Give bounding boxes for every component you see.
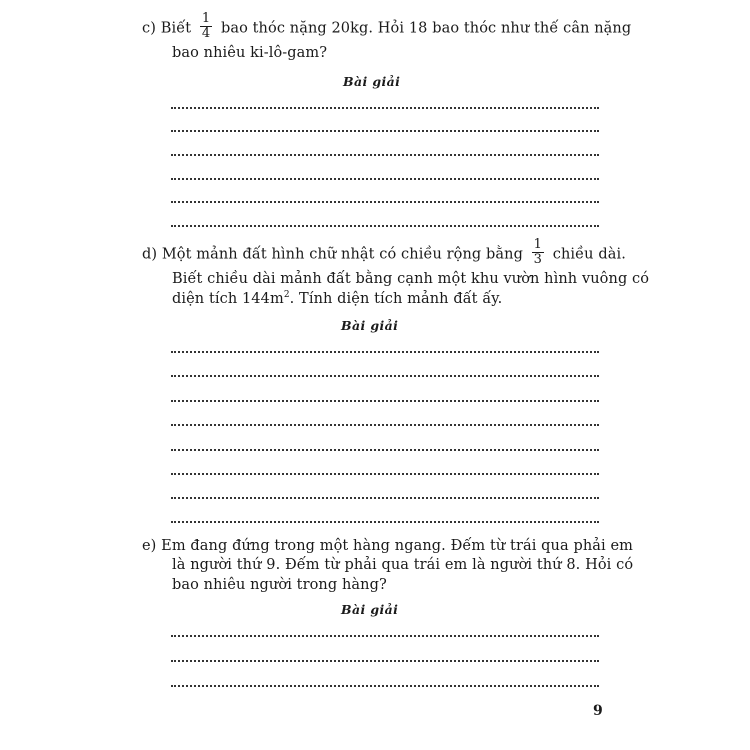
answer-line xyxy=(171,660,599,662)
problem-c-text-after-fraction: bao thóc nặng 20kg. Hỏi 18 bao thóc như thế cân nặng xyxy=(220,20,632,37)
problem-e-line-1 xyxy=(142,537,633,555)
problem-c-fraction-numerator: 1 xyxy=(201,11,211,26)
answer-line xyxy=(171,497,599,499)
problem-c-fraction-denominator: 4 xyxy=(201,26,211,41)
problem-d-text-after-fraction: chiều dài. xyxy=(552,246,626,263)
problem-d-line-2: Biết chiều dài mảnh đất bằng cạnh một khu vườn hình vuông có xyxy=(172,271,650,287)
answer-line xyxy=(171,154,599,156)
problem-d-text-before-fraction: Một mảnh đất hình chữ nhật có chiều rộng bằng xyxy=(161,246,523,263)
problem-d-fraction xyxy=(532,238,544,267)
answer-line xyxy=(171,201,599,203)
problem-d-solution-heading: Bài giải xyxy=(341,318,399,333)
answer-line xyxy=(171,473,599,475)
answer-line xyxy=(171,635,599,637)
answer-line xyxy=(171,521,599,523)
problem-d-line-1 xyxy=(142,237,626,269)
answer-line xyxy=(171,685,599,687)
answer-line xyxy=(171,375,599,377)
problem-c-text-before-fraction: Biết xyxy=(160,20,192,37)
problem-e-line-2: là người thứ 9. Đếm từ phải qua trái em là người thứ 8. Hỏi có xyxy=(172,557,634,573)
problem-d-area-exponent: 2 xyxy=(283,290,290,300)
problem-d-line-3 xyxy=(172,290,502,308)
problem-e-solution-heading: Bài giải xyxy=(341,602,399,617)
problem-d-question-text: . Tính diện tích mảnh đất ấy. xyxy=(289,291,503,307)
answer-line xyxy=(171,449,599,451)
answer-line xyxy=(171,400,599,402)
problem-c-fraction xyxy=(200,12,212,41)
problem-d-fraction-numerator: 1 xyxy=(533,237,543,252)
problem-e-text-1: Em đang đứng trong một hàng ngang. Đếm từ trái qua phải em xyxy=(161,538,633,554)
problem-e-label: e) xyxy=(142,538,157,554)
answer-line xyxy=(171,351,599,353)
answer-line xyxy=(171,424,599,426)
problem-d-label: d) xyxy=(142,246,158,263)
problem-d-area-text: diện tích 144m xyxy=(172,291,284,307)
problem-d-fraction-denominator: 3 xyxy=(533,252,543,267)
page-number: 9 xyxy=(593,703,603,719)
problem-e-line-3: bao nhiêu người trong hàng? xyxy=(172,577,387,593)
answer-line xyxy=(171,225,599,227)
answer-line xyxy=(171,178,599,180)
answer-line xyxy=(171,107,599,109)
problem-c-solution-heading: Bài giải xyxy=(343,74,401,89)
problem-c-label: c) xyxy=(142,20,156,37)
answer-line xyxy=(171,130,599,132)
problem-c-line-2: bao nhiêu ki-lô-gam? xyxy=(172,45,328,61)
problem-c-line-1 xyxy=(142,11,632,43)
